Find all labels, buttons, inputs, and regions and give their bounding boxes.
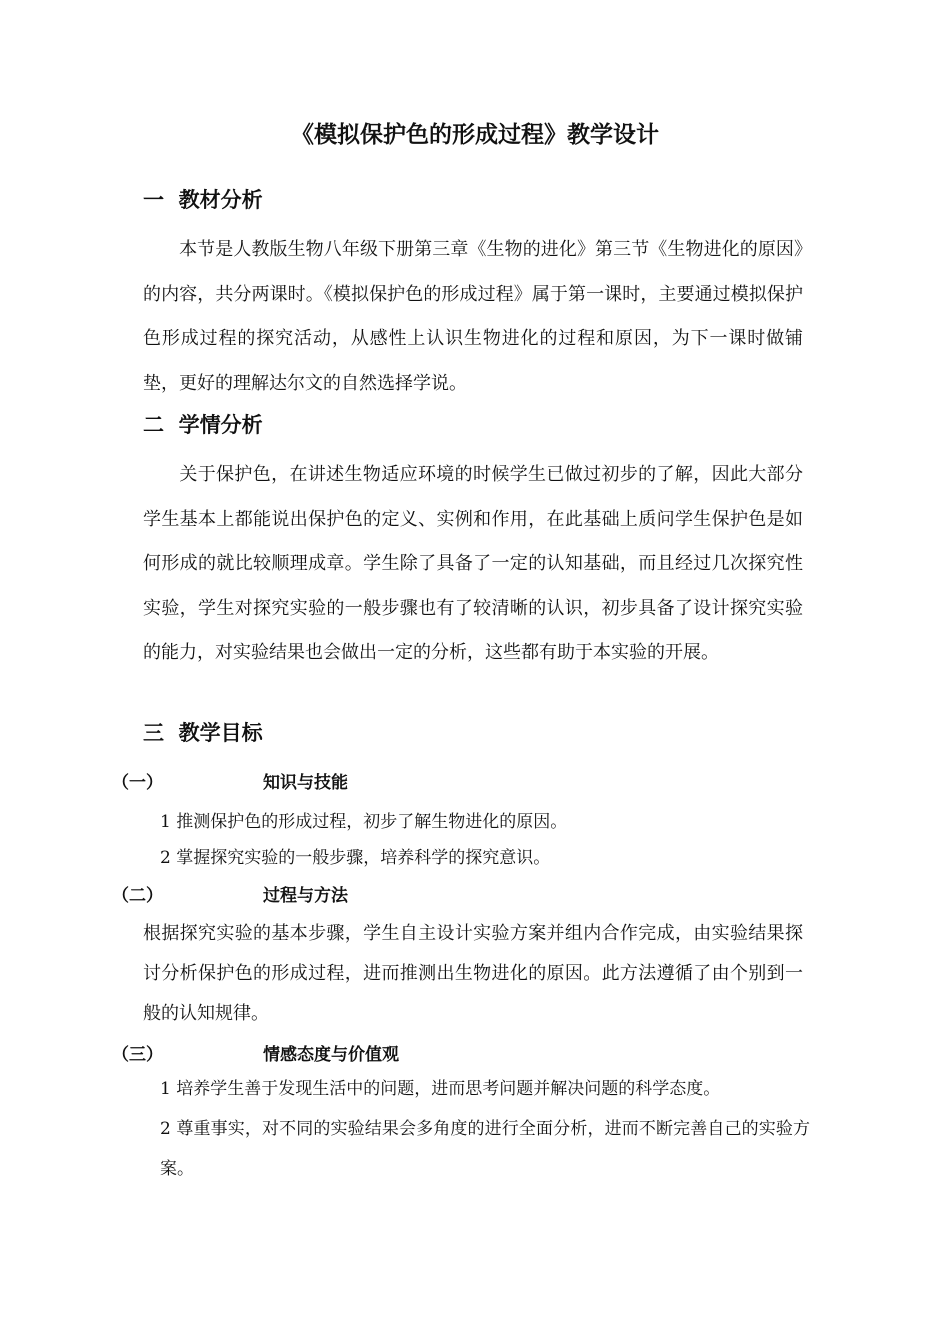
subsection-title-process-method: 过程与方法: [263, 886, 348, 906]
subsection-number-1: （一）: [112, 773, 163, 793]
subsection-number-3: （三）: [112, 1045, 163, 1065]
section-body-textbook-analysis: [143, 228, 803, 406]
document-title: 《模拟保护色的形成过程》教学设计: [291, 122, 659, 148]
subsection-title-knowledge-skills: 知识与技能: [263, 773, 348, 793]
section-heading-teaching-goals: 三 教学目标: [143, 721, 263, 745]
goal-item: 2 掌握探究实验的一般步骤，培养科学的探究意识。: [160, 848, 551, 868]
goal-item: 2 尊重事实，对不同的实验结果会多角度的进行全面分析，进而不断完善自己的实验方案。: [160, 1119, 810, 1179]
paragraph-text: 关于保护色，在讲述生物适应环境的时候学生已做过初步的了解，因此大部分学生基本上都能说出保护色的定义、实例和作用，在此基础上质问学生保护色是如何形成的就比较顺理成章。学生除了具备了一定的认知基础，而且经过几次探究性实验，学生对探究实验的一般步骤也有了较清晰的认识，初步具备了设计探究实验的能力，对实验结果也会做出一定的分析，这些都有助于本实验的开展。: [143, 464, 803, 664]
goal-item: 1 推测保护色的形成过程，初步了解生物进化的原因。: [160, 812, 568, 832]
subsection-title-attitude-values: 情感态度与价值观: [263, 1045, 399, 1065]
subsection-number-2: （二）: [112, 886, 163, 906]
subsection-body-process-method: 根据探究实验的基本步骤，学生自主设计实验方案并组内合作完成，由实验结果探讨分析保护色的形成过程，进而推测出生物进化的原因。此方法遵循了由个别到一般的认知规律。: [143, 923, 803, 1024]
paragraph-text: 本节是人教版生物八年级下册第三章《生物的进化》第三节《生物进化的原因》的内容，共分两课时。《模拟保护色的形成过程》属于第一课时，主要通过模拟保护色形成过程的探究活动，从感性上认识生物进化的过程和原因，为下一课时做铺垫，更好的理解达尔文的自然选择学说。: [143, 239, 803, 394]
section-heading-student-analysis: 二 学情分析: [143, 413, 263, 437]
goal-item: 1 培养学生善于发现生活中的问题，进而思考问题并解决问题的科学态度。: [160, 1079, 721, 1099]
section-body-student-analysis: [143, 453, 803, 676]
section-heading-textbook-analysis: 一 教材分析: [143, 188, 263, 212]
